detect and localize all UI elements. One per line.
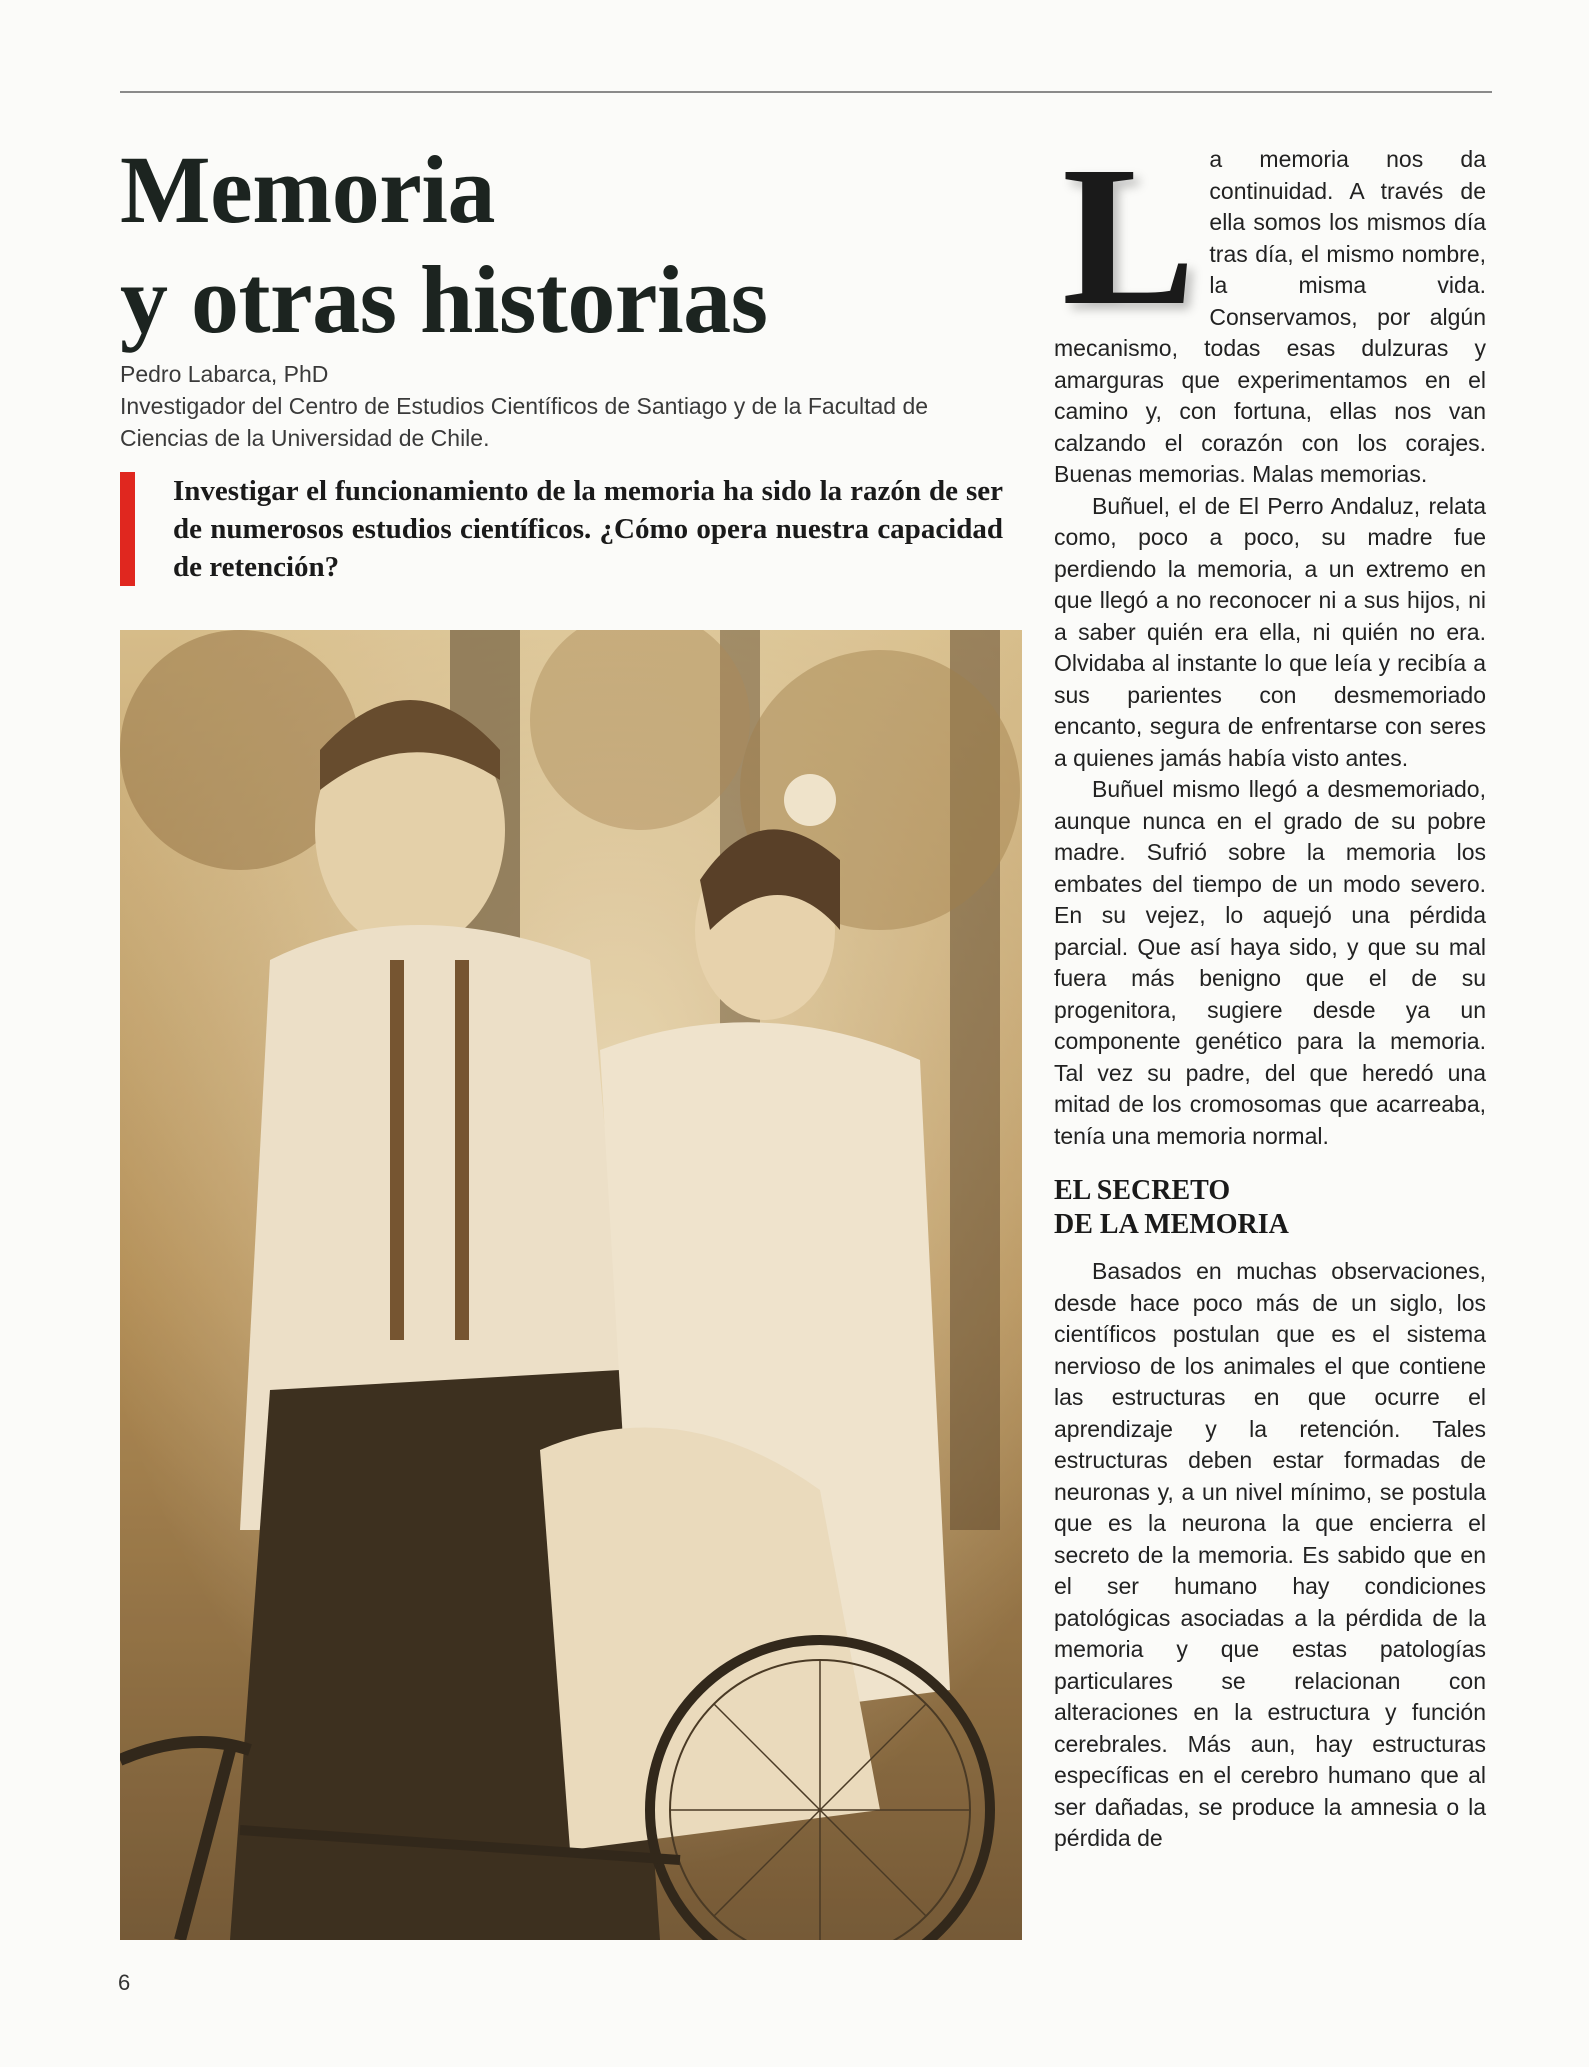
article-photo [120,630,1022,1940]
lead-paragraph: Investigar el funcionamiento de la memoria ha sido la razón de ser de numerosos estudios científicos. ¿Cómo opera nuestra capacidad de retención? [120,472,1003,586]
drop-cap: L [1062,126,1196,347]
paragraph-1-text: a memoria nos da continuidad. A través de ella somos los mismos día tras día, el mismo nombre, la misma vida. Conservamos, por algún mecanismo, todas esas dulzuras y amarguras que experimentamos en el camino y, con fortuna, ellas nos van calzando el corazón con los corajes. Buenas memorias. Malas memorias. [1054,146,1486,487]
paragraph-1 [1054,126,1486,491]
section-heading-line-1: EL SECRETO [1054,1175,1231,1206]
section-heading [1054,1174,1486,1242]
paragraph-4: Basados en muchas observaciones, desde hace poco más de un siglo, los científicos postulan que es el sistema nervioso de los animales el que contiene las estructuras en que ocurre el aprendizaje y la retención. Tales estructuras deben estar formadas de neuronas y, a un nivel mínimo, se postula que es la neurona la que encierra el secreto de la memoria. Es sabido que en el ser humano hay condiciones patológicas asociadas a la pérdida de la memoria y que estas patologías particulares se relacionan con alteraciones en la estructura y función cerebrales. Más aun, hay estructuras específicas en el cerebro humano que al ser dañadas, se produce la amnesia o la pérdida de [1054,1258,1486,1851]
page-number: 6 [118,1970,131,1995]
title-line-1: Memoria [120,136,495,243]
section-heading-line-2: DE LA MEMORIA [1054,1209,1289,1240]
article-title [120,135,990,355]
top-rule [120,91,1492,93]
title-line-2: y otras historias [120,246,768,353]
paragraph-2: Buñuel, el de El Perro Andaluz, relata como, poco a poco, su madre fue perdiendo la memoria, a un extremo en que llegó a no reconocer ni a sus hijos, ni a saber quién era ella, ni quién no era. Olvidaba al instante lo que leía y recibía a sus parientes con desmemoriado encanto, segura de enfrentarse con seres a quienes jamás había visto antes. [1054,492,1486,771]
author-name: Pedro Labarca, PhD [120,361,329,387]
body-column [1054,126,1486,1855]
byline [120,358,1020,454]
paragraph-3: Buñuel mismo llegó a desmemoriado, aunque nunca en el grado de su pobre madre. Sufrió sobre la memoria los embates del tiempo de un modo severo. En su vejez, lo aquejó una pérdida parcial. Que así haya sido, y que su mal fuera más benigno que el de su progenitora, sugiere desde ya un componente genético para la memoria. Tal vez su padre, del que heredó una mitad de los cromosomas que acarreaba, tenía una memoria normal. [1054,776,1486,1149]
author-affiliation: Investigador del Centro de Estudios Científicos de Santiago y de la Facultad de Ciencias de la Universidad de Chile. [120,393,929,451]
